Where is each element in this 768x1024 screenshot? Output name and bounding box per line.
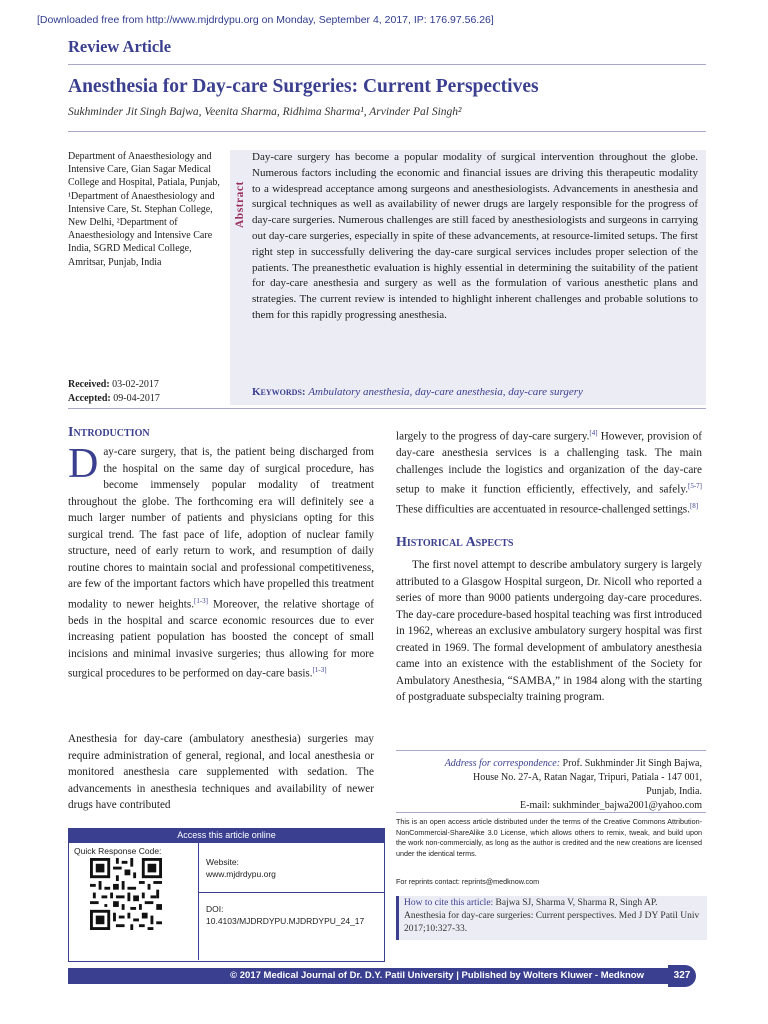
divider [198,843,199,960]
citation[interactable]: [5-7] [688,482,702,491]
correspondence-label: Address for correspondence: [444,758,561,769]
download-notice: [Downloaded free from http://www.mjdrdypu.org on Monday, September 4, 2017, IP: 176.97.56.26] [37,14,494,26]
citation[interactable]: [8] [689,502,699,511]
correspondence-email[interactable]: E-mail: sukhminder_bajwa2001@yahoo.com [520,800,702,811]
website-label: Website: [206,857,239,867]
section-heading-historical: Historical Aspects [396,535,514,550]
abstract-label [232,152,250,380]
keywords [252,386,702,398]
correspondence-address: House No. 27-A, Ratan Nagar, Tripuri, Patiala - 147 001, [472,772,702,783]
doi-label: DOI: [206,904,224,914]
keywords-label: Keywords: [252,386,306,398]
access-heading: Access this article online [68,828,385,843]
keywords-value: Ambulatory anesthesia, day-care anesthesia, day-care surgery [308,386,583,398]
intro-paragraph-1 [68,441,375,682]
correspondence [396,757,702,813]
page-number: 327 [668,965,696,987]
section-heading-introduction: Introduction [68,425,150,440]
right-paragraph-1 [396,425,702,519]
divider [198,892,385,893]
correspondence-name: Prof. Sukhminder Jit Singh Bajwa, [560,758,702,769]
cite-label: How to cite this article: [404,898,494,908]
qr-code-icon[interactable] [90,858,162,930]
qr-label: Quick Response Code: [74,846,162,856]
abstract-label-text: Abstract [234,181,246,228]
correspondence-region: Punjab, India. [646,786,702,797]
accepted-label: Accepted: [68,392,111,404]
intro-text-1b: Moreover, the relative shortage of beds in the hospital and scarce economic resources due to ever increasing patient population has boosted the concept of small incisions and minimal invasive surgeries; thus allowing for more surgical procedures to be performed on day-care basis. [68,598,375,680]
received-label: Received: [68,379,110,390]
author-list: Sukhminder Jit Singh Bajwa, Veenita Sharma, Ridhima Sharma¹, Arvinder Pal Singh² [68,106,462,118]
citation[interactable]: [1-3] [312,666,327,675]
citation[interactable]: [4] [589,429,598,437]
reprints-contact: For reprints contact: reprints@medknow.com [396,877,540,886]
journal-footer: © 2017 Medical Journal of Dr. D.Y. Patil University | Published by Wolters Kluwer - Medknow [68,968,668,984]
divider [396,812,706,813]
intro-text-1: ay-care surgery, that is, the patient being discharged from the hospital on the same day of surgical procedure, has become immensely popular modality of treatment throughout the globe. The forthcoming era will definitely see a much larger number of patients and physicians opting for this surgical trend. The fast pace of life, adoption of nuclear family structure, need of early return to work, and resumption of daily routine chores to maintain social and professional competitiveness, are few of the important factors which have propelled this treatment modality to newer heights. [68,446,374,611]
article-title: Anesthesia for Day-care Surgeries: Current Perspectives [68,76,539,97]
cite-value: Bajwa SJ, Sharma V, Sharma R, Singh AP. Anesthesia for day-care surgeries: Current perspectives. Med J DY Patil Univ 2017;10:327-33. [404,898,700,934]
abstract-text: Day-care surgery has become a popular modality of surgical intervention throughout the globe. Numerous factors including the economic and financial issues are driving this therapeutic modality to a widespread acceptance among surgeons and anesthesiologists. Advancements in anesthesia and surgical techniques as well as availability of newer drugs are largely responsible for the progress of day-care surgeries. Numerous challenges are still faced by anesthesiologists and surgeons in carrying out day-care surgeries, especially in spite of these advancements, at resource-limited setups. The first right step in successfully delivering the day-care surgical services includes proper selection of the patients. The preanesthetic evaluation is highly essential in determining the suitability of the patient for day-care anesthesia and surgery as well as the formulation of various anesthetic plans and strategies. The current review is intended to highlight inherent challenges and probable solutions to them for this rapidly progressing anesthesia. [252,151,698,321]
citation[interactable]: [1-3] [194,596,208,605]
drop-cap: D [68,441,99,487]
affiliation: Department of Anaesthesiology and Intensive Care, Gian Sagar Medical College and Hospital, Patiala, Punjab, ¹Department of Anaesthesiology and Intensive Care, St. Stephan College, New Delhi, ²Department of Anaesthesiology and Intensive Care India, SGRD Medical College, Amritsar, Punjab, India [68,151,220,268]
divider [396,750,706,751]
divider [68,408,706,409]
intro-paragraph-2: Anesthesia for day-care (ambulatory anesthesia) surgeries may require administration of general, regional, and local anesthesia or monitored anesthesia care supplemented with sedation. The advancements in anesthesia techniques and availability of newer drugs have contributed [68,733,374,811]
license-text: This is an open access article distributed under the terms of the Creative Commons Attribution-NonCommercial-ShareAlike 3.0 License, which allows others to remix, tweak, and build upon the work non-commercially, as long as the author is credited and the new creations are licensed under the identical terms. [396,817,702,858]
cite-text [404,897,700,936]
right-text-1c: These difficulties are accentuated in resource-challenged settings. [396,504,690,517]
historical-paragraph: The first novel attempt to describe ambulatory surgery is largely attributed to a Glasgow Hospital surgeon, Dr. Nicoll who reported a series of more than 9000 patients undergoing day-care procedures. The day-care procedure-based hospital teaching was first introduced in 1962, whereas an exclusive ambulatory surgery hospital was first created in 1969. The formal development of ambulatory anesthesia came into an existence with the establishment of the Society for Ambulatory Anesthesia, “SAMBA,” in 1984 along with the starting of postgraduate subspecialty training program. [396,559,702,703]
article-dates [68,378,160,405]
received-date: 03-02-2017 [112,379,159,390]
doi-link[interactable]: 10.4103/MJDRDYPU.MJDRDYPU_24_17 [206,916,365,926]
article-type: Review Article [68,37,172,56]
accepted-date: 09-04-2017 [113,392,160,404]
right-text-1a: largely to the progress of day-care surgery. [396,430,590,443]
divider [68,64,706,65]
website-link[interactable]: www.mjdrdypu.org [206,869,276,879]
divider [68,131,706,132]
right-text-1b: However, provision of day-care anesthesia services is a challenging task. The main challenges include the logistics and organization of the day-care setup to make it function efficiently, effectively, and safely. [396,430,703,496]
